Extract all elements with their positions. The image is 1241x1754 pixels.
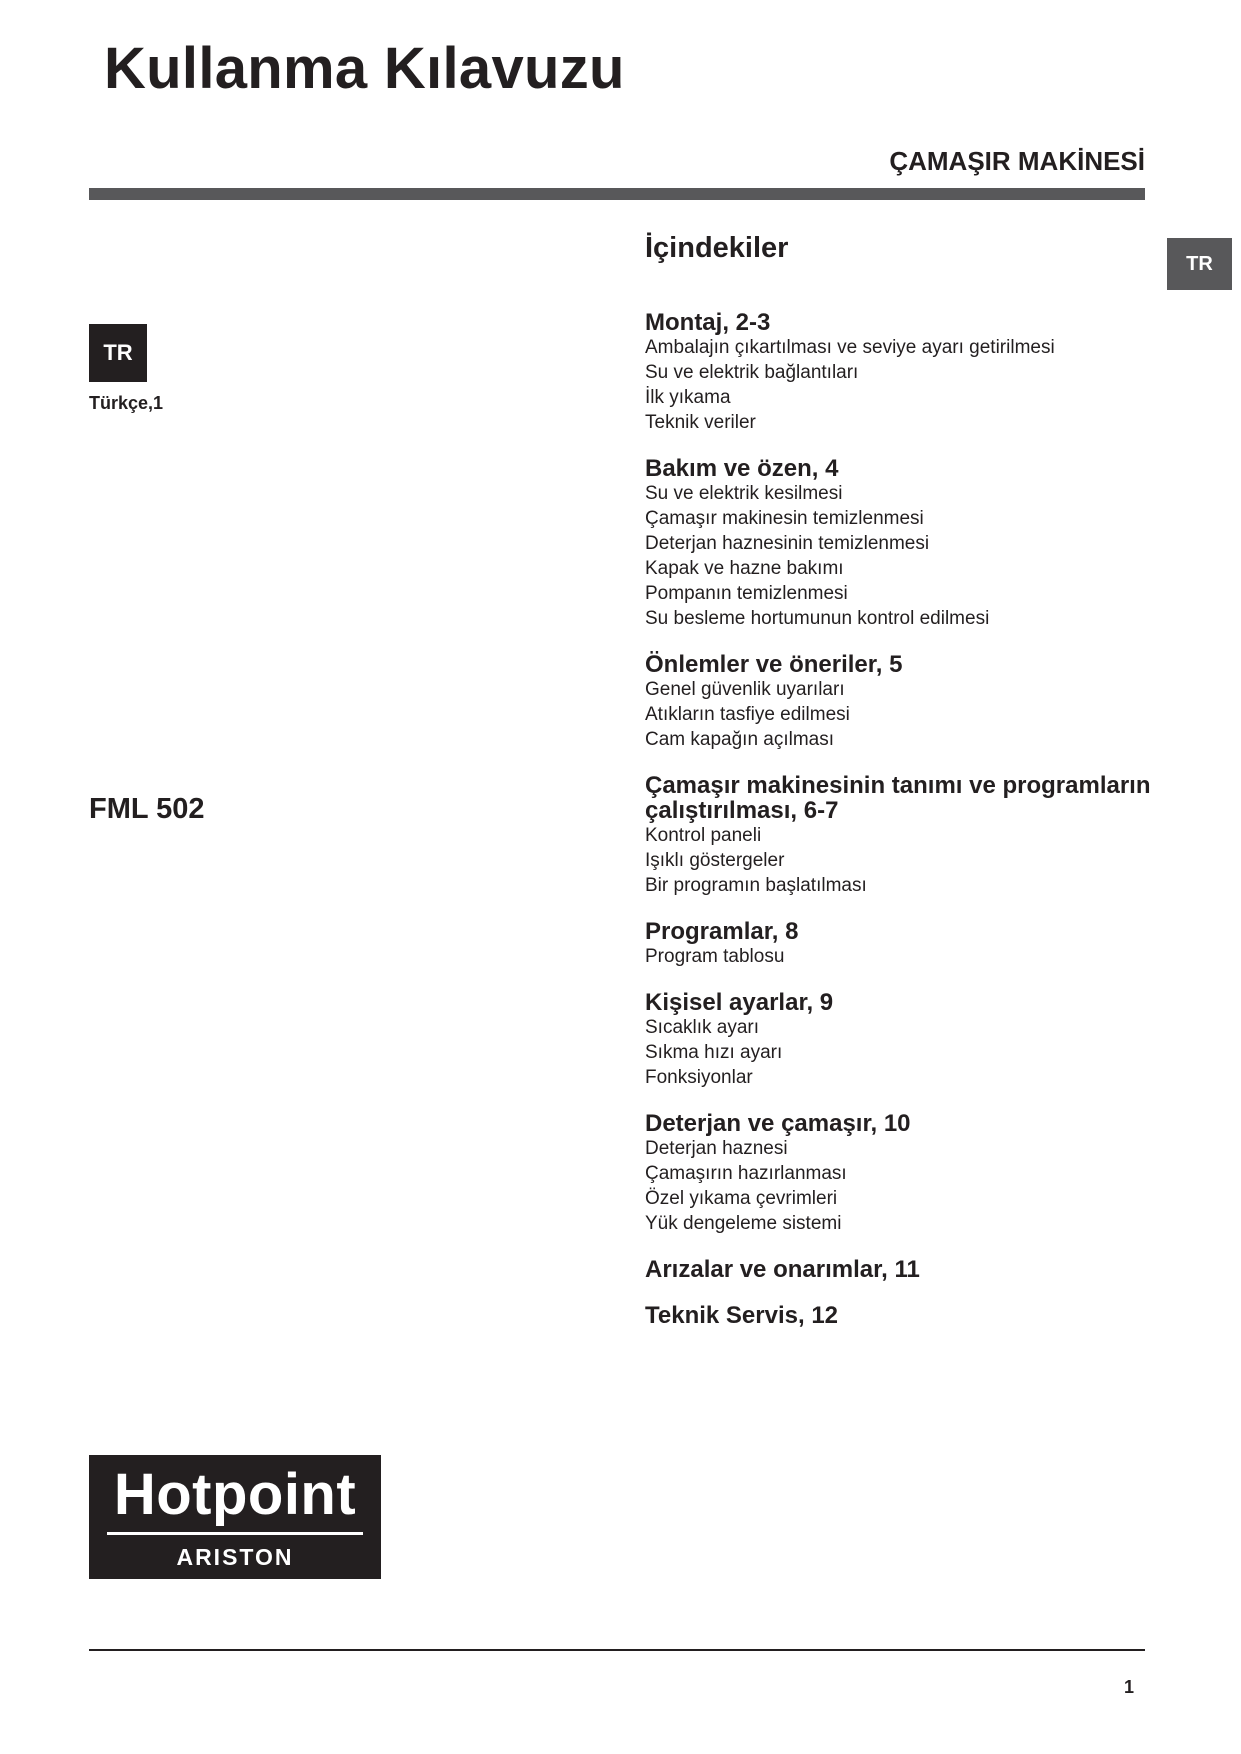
toc-section	[645, 1257, 1165, 1282]
hotpoint-ariston-logo	[89, 1455, 381, 1579]
language-link[interactable]: Türkçe,1	[89, 393, 164, 413]
table-of-contents	[645, 310, 1165, 1349]
toc-item[interactable]: Çamaşırın hazırlanması	[645, 1163, 847, 1184]
toc-item[interactable]: Işıklı göstergeler	[645, 850, 785, 871]
logo-brand-name: Hotpoint	[113, 1462, 357, 1527]
toc-item[interactable]: İlk yıkama	[645, 387, 731, 408]
logo-divider	[107, 1532, 363, 1535]
toc-section	[645, 990, 1165, 1090]
toc-section-title[interactable]: Teknik Servis, 12	[645, 1302, 839, 1329]
toc-item[interactable]: Çamaşır makinesin temizlenmesi	[645, 508, 924, 529]
toc-item[interactable]: Su besleme hortumunun kontrol edilmesi	[645, 608, 990, 629]
toc-item[interactable]: Deterjan haznesi	[645, 1138, 788, 1159]
page-number: 1	[1124, 1677, 1135, 1697]
toc-section-title[interactable]: Montaj, 2-3	[645, 309, 771, 336]
toc-item[interactable]: Ambalajın çıkartılması ve seviye ayarı getirilmesi	[645, 337, 1055, 358]
toc-item[interactable]: Kontrol paneli	[645, 825, 762, 846]
toc-item[interactable]: Su ve elektrik kesilmesi	[645, 483, 843, 504]
toc-section	[645, 1303, 1165, 1328]
toc-item[interactable]: Genel güvenlik uyarıları	[645, 679, 845, 700]
footer-divider	[89, 1649, 1145, 1651]
toc-item[interactable]: Atıkların tasfiye edilmesi	[645, 704, 850, 725]
model-number: FML 502	[89, 793, 205, 825]
toc-section	[645, 919, 1165, 969]
toc-item[interactable]: Sıcaklık ayarı	[645, 1017, 760, 1038]
toc-item[interactable]: Teknik veriler	[645, 412, 756, 433]
toc-section	[645, 652, 1165, 752]
page-title: Kullanma Kılavuzu	[104, 36, 625, 101]
toc-item[interactable]: Fonksiyonlar	[645, 1067, 753, 1088]
toc-section	[645, 456, 1165, 631]
toc-item[interactable]: Deterjan haznesinin temizlenmesi	[645, 533, 930, 554]
product-type-subtitle: ÇAMAŞIR MAKİNESİ	[889, 146, 1145, 176]
toc-item[interactable]: Yük dengeleme sistemi	[645, 1213, 842, 1234]
toc-section-title[interactable]: Kişisel ayarlar, 9	[645, 989, 834, 1016]
toc-item[interactable]: Bir programın başlatılması	[645, 875, 867, 896]
header-divider-bar	[89, 188, 1145, 200]
toc-item[interactable]: Su ve elektrik bağlantıları	[645, 362, 859, 383]
toc-section	[645, 1111, 1165, 1236]
toc-section-title[interactable]: Deterjan ve çamaşır, 10	[645, 1110, 911, 1137]
toc-section-title[interactable]: Çamaşır makinesinin tanımı ve programların çalıştırılması, 6-7	[645, 772, 1151, 824]
language-badge: TR	[89, 324, 147, 382]
toc-section-title[interactable]: Önlemler ve öneriler, 5	[645, 651, 903, 678]
toc-item[interactable]: Özel yıkama çevrimleri	[645, 1188, 838, 1209]
toc-item[interactable]: Pompanın temizlenmesi	[645, 583, 848, 604]
logo-sub-brand: ARISTON	[176, 1544, 294, 1570]
toc-item[interactable]: Cam kapağın açılması	[645, 729, 835, 750]
toc-section-title[interactable]: Programlar, 8	[645, 918, 799, 945]
toc-item[interactable]: Kapak ve hazne bakımı	[645, 558, 844, 579]
toc-item[interactable]: Program tablosu	[645, 946, 785, 967]
toc-section-title[interactable]: Arızalar ve onarımlar, 11	[645, 1256, 920, 1283]
toc-heading: İçindekiler	[645, 232, 789, 264]
language-side-tab: TR	[1167, 238, 1232, 290]
toc-item[interactable]: Sıkma hızı ayarı	[645, 1042, 783, 1063]
toc-section	[645, 310, 1165, 435]
toc-section-title[interactable]: Bakım ve özen, 4	[645, 455, 839, 482]
toc-section	[645, 773, 1165, 898]
